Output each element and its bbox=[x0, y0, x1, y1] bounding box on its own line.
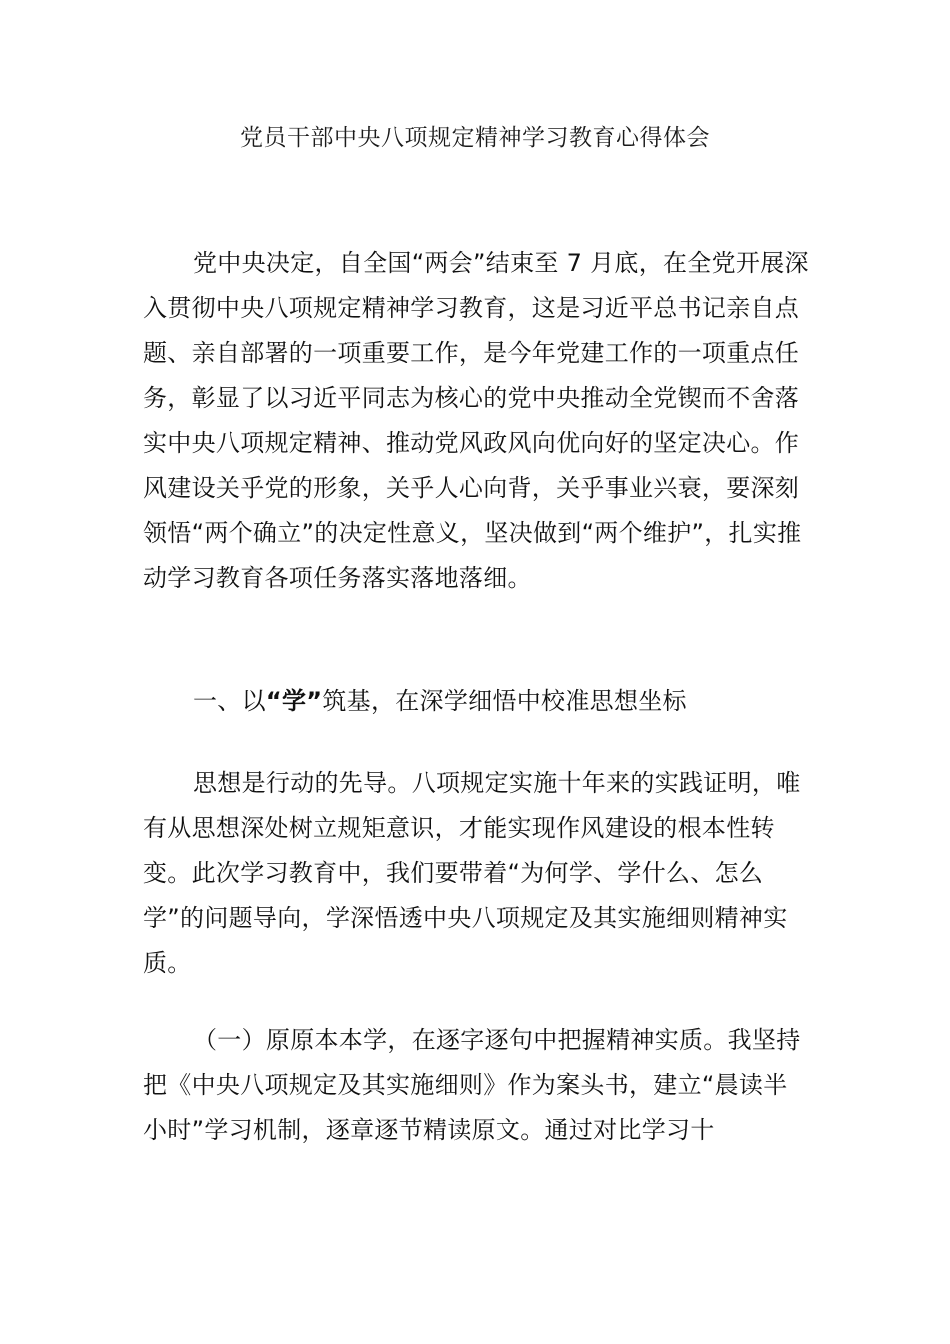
document-title: 党员干部中央八项规定精神学习教育心得体会 bbox=[240, 125, 710, 151]
section-heading-suffix: 筑基，在深学细悟中校准思想坐标 bbox=[322, 687, 687, 715]
intro-paragraph: 党中央决定，自全国“两会”结束至 7 月底，在全党开展深入贯彻中央八项规定精神学习教育，这是习近平总书记亲自点题、亲自部署的一项重要工作，是今年党建工作的一项重点任务，彰显了以习近平同志为核心的党中央推动全党锲而不舍落实中央八项规定精神、推动党风政风向优向好的坚定决心。作风建设关乎党的形象，关乎人心向背，关乎事业兴衰，要深刻领悟“两个确立”的决定性意义，坚决做到“两个维护”，扎实推动学习教育各项任务落实落地落细。 bbox=[143, 249, 809, 592]
section1-body-paragraph: 思想是行动的先导。八项规定实施十年来的实践证明，唯有从思想深处树立规矩意识，才能实现作风建设的根本性转变。此次学习教育中，我们要带着“为何学、学什么、怎么学”的问题导向，学深悟透中央八项规定及其实施细则精神实质。 bbox=[143, 769, 801, 977]
subsection1-paragraph: （一）原原本本学，在逐字逐句中把握精神实质。我坚持把《中央八项规定及其实施细则》作为案头书，建立“晨读半小时”学习机制，逐章逐节精读原文。通过对比学习十 bbox=[143, 1026, 801, 1144]
section-heading-keyword: “学” bbox=[265, 687, 323, 715]
section-heading-prefix: 一、以 bbox=[193, 687, 266, 715]
section-heading-1 bbox=[143, 679, 809, 724]
